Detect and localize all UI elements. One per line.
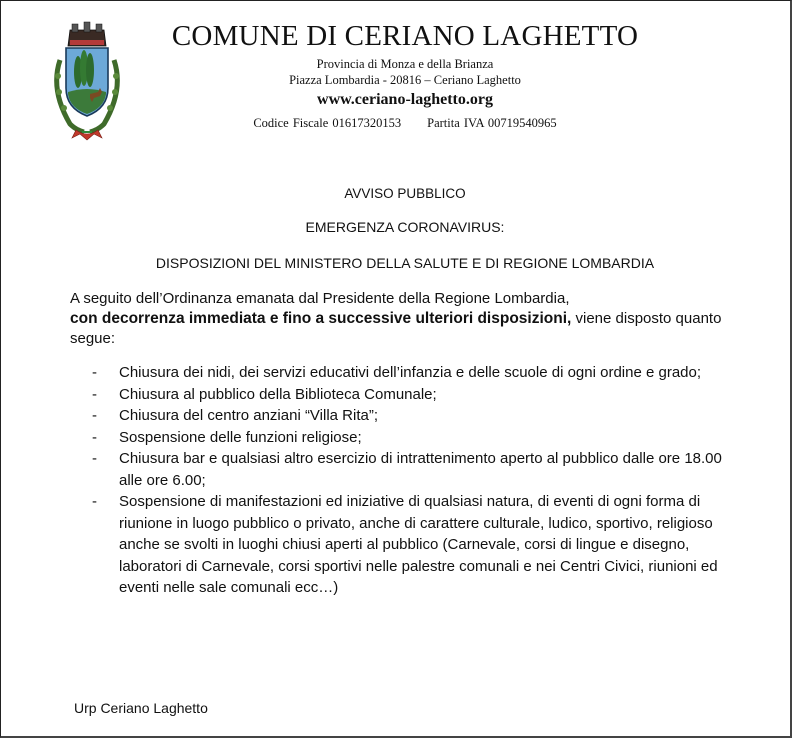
list-item-text: Chiusura dei nidi, dei servizi educativi dell’infanzia e delle scuole di ogni ordine e grado; [119,364,702,381]
dispositions-heading: DISPOSIZIONI DEL MINISTERO DELLA SALUTE E DI REGIONE LOMBARDIA [155,255,655,271]
website-link[interactable]: www.ceriano-laghetto.org [317,91,493,108]
municipal-coat-of-arms-icon [46,20,128,142]
dash-bullet: - [92,385,97,403]
dash-bullet: - [92,364,97,381]
tax-codes-line [150,116,660,131]
intro-emphasis: con decorrenza immediata e fino a successive ulteriori disposizioni, [70,310,572,327]
dash-bullet: - [92,493,97,510]
list-item-text: Chiusura al pubblico della Biblioteca Comunale; [119,385,437,403]
list-item-text: Chiusura bar e qualsiasi altro esercizio di intrattenimento aperto al pubblico dalle ore 18.00 alle ore 6.00; [119,450,722,489]
codice-fiscale: Codice Fiscale 01617320153 [253,116,402,130]
list-item-text: Sospensione di manifestazioni ed iniziative di qualsiasi natura, di eventi di ogni forma di riunione in luogo pubblico o privato, anche di carattere culturale, ludico, sportivo, religioso anche se svolti in luoghi chiusi aperti al pubblico (Carnevale, corsi di lingue e disegno, laboratori di Carnevale, corsi sportivi nelle palestre comunali e nei Centri Civici, riunioni ed eventi nelle sale comunali ecc…) [119,493,718,596]
intro-paragraph [70,289,770,349]
list-item [92,405,732,427]
emergency-heading: EMERGENZA CORONAVIRUS: [305,219,505,235]
list-item [92,384,732,406]
province-line: Provincia di Monza e della Brianza [316,57,494,71]
dash-bullet: - [92,428,97,446]
list-item-text: Chiusura del centro anziani “Villa Rita”; [119,407,379,424]
list-item-text: Sospensione delle funzioni religiose; [119,428,362,446]
list-item [92,362,732,384]
partita-iva: Partita IVA 00719540965 [427,116,557,130]
address-line: Piazza Lombardia - 20816 – Ceriano Laghetto [289,73,521,87]
list-item [92,448,732,491]
list-item [92,427,732,449]
intro-rest: viene disposto quanto segue: [70,310,722,347]
list-item [92,491,732,599]
dash-bullet: - [92,407,97,424]
footer-signature: Urp Ceriano Laghetto [74,700,208,716]
notice-heading: AVVISO PUBBLICO [344,186,466,201]
measures-list [92,362,732,599]
dash-bullet: - [92,450,97,467]
municipality-title: COMUNE DI CERIANO LAGHETTO [171,20,639,52]
intro-line: A seguito dell’Ordinanza emanata dal Presidente della Regione Lombardia, [70,290,570,307]
